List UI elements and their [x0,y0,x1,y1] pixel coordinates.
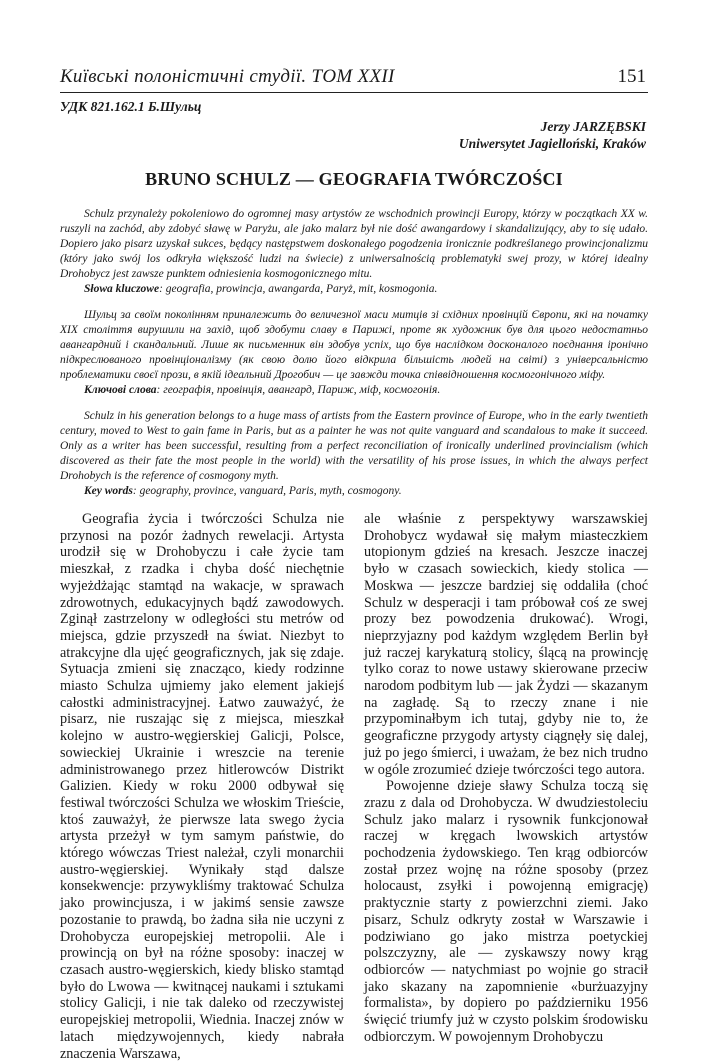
abstract-polish-text: Schulz przynależy pokoleniowo do ogromnej masy artystów ze wschodnich prowincji Europy, którzy w początkach XX w. ruszyli na zachód, aby zdobyć sławę w Paryżu, ale jako malarz był nie dość awangardowy i skandalizujący, aby to się udało. Dopiero jako pisarz uzyskał sukces, będący następstwem doskonałego pogodzenia ironicznie podkreślanego prowincjonalizmu (który jako swój los odkryła większość ludzi na świecie) z uniwersalnością problematyki swej prozy, w której idealny Drohobycz jest zawsze punktem odniesienia kosmogonicznego mitu. [60,208,648,280]
abstract-ukrainian [60,308,648,398]
author-name: Jerzy JARZĘBSKI [540,119,646,134]
paragraph: Geografia życia i twórczości Schulza nie przynosi na pozór żadnych rewelacji. Artysta urodził się w Drohobyczu i całe życie tam mieszkał, z rzadka i chyba dość niechętnie wyjeżdżając stamtąd na wakacje, w sprawach zdrowotnych, edukacyjnych bądź zawodowych. Zginął zastrzelony w odległości stu metrów od miejsca, gdzie przyszedł na świat. Niezbyt to atrakcyjne dla ujęć geograficznych, jak się zdaje. Sytuacja zmieni się znacząco, kiedy rodzinne miasto Schulza ujmiemy jako element jakiejś całostki administracyjnej. Łatwo zauważyć, że pisarz, nie ruszając się z miejsca, mieszkał kolejno w austro-węgierskiej Galicji, Polsce, sowieckiej Ukrainie i wreszcie na terenie administrowanego przez hitlerowców Distrikt Galizien. Kiedy w roku 2000 odbywał się festiwal twórczości Schulza we włoskim Trieście, ktoś zauważył, że pierwsze lata swego życia artysta przeżył w tym samym państwie, do którego wówczas Triest należał, czyli monarchii austro-węgierskiej. Wynikały stąd dalsze konsekwencje: przywykliśmy traktować Schulza jako prowincjusza, i w jakimś sensie zawsze pozostanie to prawdą, bo żadna siła nie uczyni z Drohobycza europejskiej metropolii. Ale i prowincją on był na różne sposoby: inaczej w czasach austro-węgierskich, kiedy blisko stamtąd było do Lwowa — kwitnącej naukami i sztukami stolicy Galicji, i nie tak daleko od rzeczywistej europejskiej metropolii, Wiednia. Inaczej znów w latach międzywojennych, kiedy nabrała znaczenia Warszawa, [60,511,344,1062]
keywords-polish [60,282,648,297]
paragraph: ale właśnie z perspektywy warszawskiej Drohobycz wydawał się małym miasteczkiem utopionym gdzieś na kresach. Jeszcze inaczej było w czasach sowieckich, kiedy stolica — Moskwa — jeszcze bardziej się oddaliła (choć Schulz w desperacji i tam próbował coś ze swej prozy bez powodzenia drukować). Wrogi, nieprzyjazny pod każdym względem Berlin był już raczej karykaturą stolicy, ślącą na prowincję tylko coraz to nowe ustawy skierowane przeciw narodom podbitym lub — jak Żydzi — skazanym na zagładę. Są to rzeczy znane i nie przypominałbym ich tutaj, gdyby nie to, że geograficzne przygody artysty ciągnęły się dalej, już po jego śmierci, i uważam, że bez nich trudno w ogóle zrozumieć dzieje twórczości tego autora. [364,511,648,778]
author-block [459,118,646,152]
abstract-ukrainian-text: Шульц за своїм поколінням приналежить до величезної маси митців зі східних провінцій Європи, які на початку XIX століття вирушили на захід, щоб здобути славу в Парижі, проте як художник був для цього недостатньо авангардний і скандальний. Лише як письменник він здобув успіх, що був наслідком досконалого поєднання іронічно підкреслюваного провінціоналізму (як свою долю його відкрила більшість людей на світі) з універсальністю проблематики своєї прози, в якій ідеальний Дрогобич — це завжди точка співвідношення космогонічного міфу. [60,309,648,381]
keywords-polish-label: Słowa kluczowe [84,283,160,295]
paragraph: Powojenne dzieje sławy Schulza toczą się zrazu z dala od Drohobycza. W dwudziestoleciu Schulz jako malarz i rysownik funkcjonował raczej w kręgach lwowskich artystów pochodzenia żydowskiego. Ten krąg odbiorców został przez wojnę na różne sposoby (przez holocaust, zsyłki i powojenną emigrację) praktycznie starty z powierzchni ziemi. Jako pisarz, Schulz odkryty został w Warszawie i podziwiano go jako mistrza poetyckiej polszczyzny, ale — zyskawszy nowy krąg odbiorców — natychmiast po wojnie go stracił jako skazany na zapomnienie «burżuazyjny formalista», by dopiero po październiku 1956 święcić triumfy już w czysto polskim środowisku odbiorczym. W powojennym Drohobyczu [364,778,648,1045]
keywords-english-list: : geography, province, vanguard, Paris, myth, cosmogony. [132,485,402,497]
udc-code: УДК 821.162.1 Б.Шульц [60,99,202,114]
running-head [60,64,648,94]
column-left [60,511,344,1062]
header-rule [60,92,648,93]
keywords-ukrainian-label: Ключові слова [84,384,157,396]
keywords-ukrainian-list: : географія, провінція, авангард, Париж, міф, космогонія. [156,384,441,396]
author-affiliation: Uniwersytet Jagielloński, Kraków [458,136,646,151]
page [60,0,648,1062]
body-text [60,511,648,1062]
journal-title: Київські полоністичні студії. ТОМ XXII [60,66,395,87]
article-title: BRUNO SCHULZ — GEOGRAFIA TWÓRCZOŚCI [145,169,563,189]
abstract-english-text: Schulz in his generation belongs to a huge mass of artists from the Eastern province of Europe, who in the early twentieth century, moved to West to gain fame in Paris, but as a painter he was not quite vanguard and scandalous to make it succeed. Only as a writer has been successful, resulting from a perfect reconciliation of ironically underlined provincialism (which discovered as their fate the most people in the world) with the versatility of his prose issues, in which the always perfect Drohobych is the reference of cosmogony myth. [60,410,648,482]
column-right [364,511,648,1045]
abstract-polish [60,207,648,297]
keywords-ukrainian [60,383,648,398]
page-number: 151 [617,66,646,87]
keywords-english [60,484,648,499]
abstract-english [60,409,648,499]
keywords-english-label: Key words [84,485,133,497]
keywords-polish-list: : geografia, prowincja, awangarda, Paryż, mit, kosmogonia. [159,283,438,295]
